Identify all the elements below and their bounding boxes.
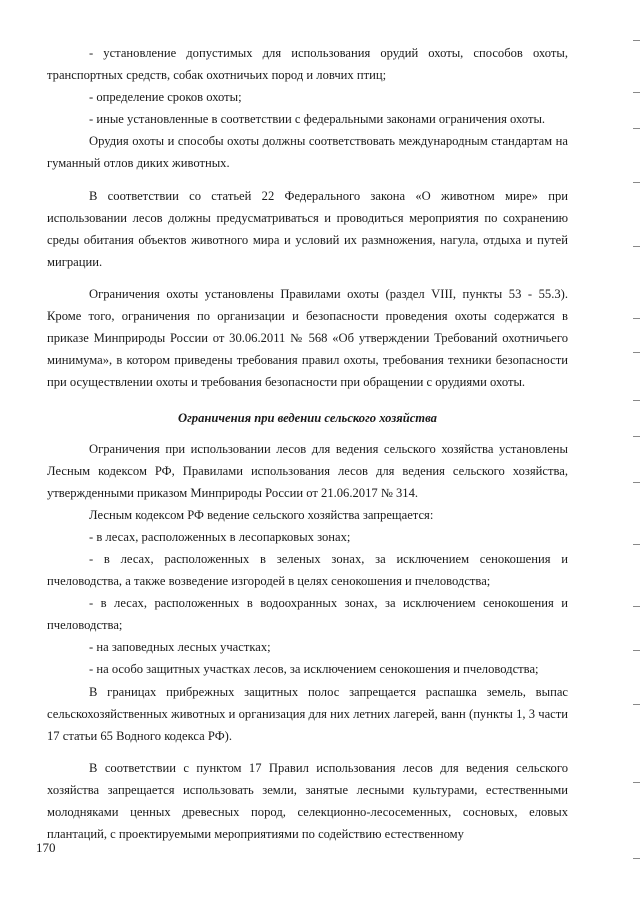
list-item: - определение сроков охоты; (89, 90, 242, 105)
scan-mark (633, 128, 640, 129)
scan-mark (633, 858, 640, 859)
body-text (47, 42, 568, 845)
scan-mark (633, 650, 640, 651)
scan-mark (633, 704, 640, 705)
scan-mark (633, 246, 640, 247)
paragraph: В границах прибрежных защитных полос запрещается распашка земель, выпас сельскохозяйственных животных и организация для них летних лагерей, ванн (пункты 1, 3 части 17 статьи 65 Водного кодекса РФ). (47, 684, 568, 743)
scan-mark (633, 782, 640, 783)
list-item: - иные установленные в соответствии с федеральными законами ограничения охоты. (89, 112, 546, 127)
scan-mark (633, 606, 640, 607)
scan-mark (633, 482, 640, 483)
section-heading: Ограничения при ведении сельского хозяйства (178, 411, 437, 426)
list-item: - установление допустимых для использования орудий охоты, способов охоты, транспортных средств, собак охотничьих пород и ловчих птиц; (47, 46, 568, 83)
paragraph: Ограничения охоты установлены Правилами охоты (раздел VIII, пункты 53 - 55.3). Кроме того, ограничения по организации и безопасности проведения охоты содержатся в приказе Минприроды России от 30.06.2011 № 568 «Об утверждении Требований охотничьего минимума», в котором приведены требования правил охоты, требования техники безопасности при осуществлении охоты и требования безопасности при обращении с орудиями охоты. (47, 286, 568, 390)
paragraph: В соответствии с пунктом 17 Правил использования лесов для ведения сельского хозяйства запрещается использовать земли, занятые лесными культурами, естественными молодняками ценных древесных пород, селекционно-лесосеменных, сосновых, еловых плантаций, с проектируемыми мероприятиями по содействию естественному (47, 760, 568, 842)
paragraph: Орудия охоты и способы охоты должны соответствовать международным стандартам на гуманный отлов диких животных. (47, 134, 568, 171)
scan-mark (633, 352, 640, 353)
list-item: - в лесах, расположенных в лесопарковых зонах; (89, 529, 351, 544)
list-item: - на особо защитных участках лесов, за исключением сенокошения и пчеловодства; (89, 662, 539, 677)
scan-mark (633, 544, 640, 545)
paragraph: В соответствии со статьей 22 Федерального закона «О животном мире» при использовании лесов должны предусматриваться и проводиться мероприятия по сохранению среды обитания объектов животного мира и условий их размножения, нагула, отдыха и путей миграции. (47, 188, 568, 269)
list-item: - в лесах, расположенных в зеленых зонах, за исключением сенокошения и пчеловодства, а также возведение изгородей в целях сенокошения и пчеловодства; (47, 551, 568, 589)
paragraph: Лесным кодексом РФ ведение сельского хозяйства запрещается: (89, 507, 434, 522)
scan-mark (633, 318, 640, 319)
list-item: - в лесах, расположенных в водоохранных зонах, за исключением сенокошения и пчеловодства; (47, 596, 568, 633)
scan-mark (633, 182, 640, 183)
scan-mark (633, 436, 640, 437)
page-number: 170 (36, 840, 56, 855)
scan-mark (633, 40, 640, 41)
list-item: - на заповедных лесных участках; (89, 640, 271, 655)
scan-mark (633, 400, 640, 401)
paragraph: Ограничения при использовании лесов для ведения сельского хозяйства установлены Лесным кодексом РФ, Правилами использования лесов для ведения сельского хозяйства, утвержденными приказом Минприроды России от 21.06.2017 № 314. (47, 441, 568, 500)
scan-mark (633, 92, 640, 93)
